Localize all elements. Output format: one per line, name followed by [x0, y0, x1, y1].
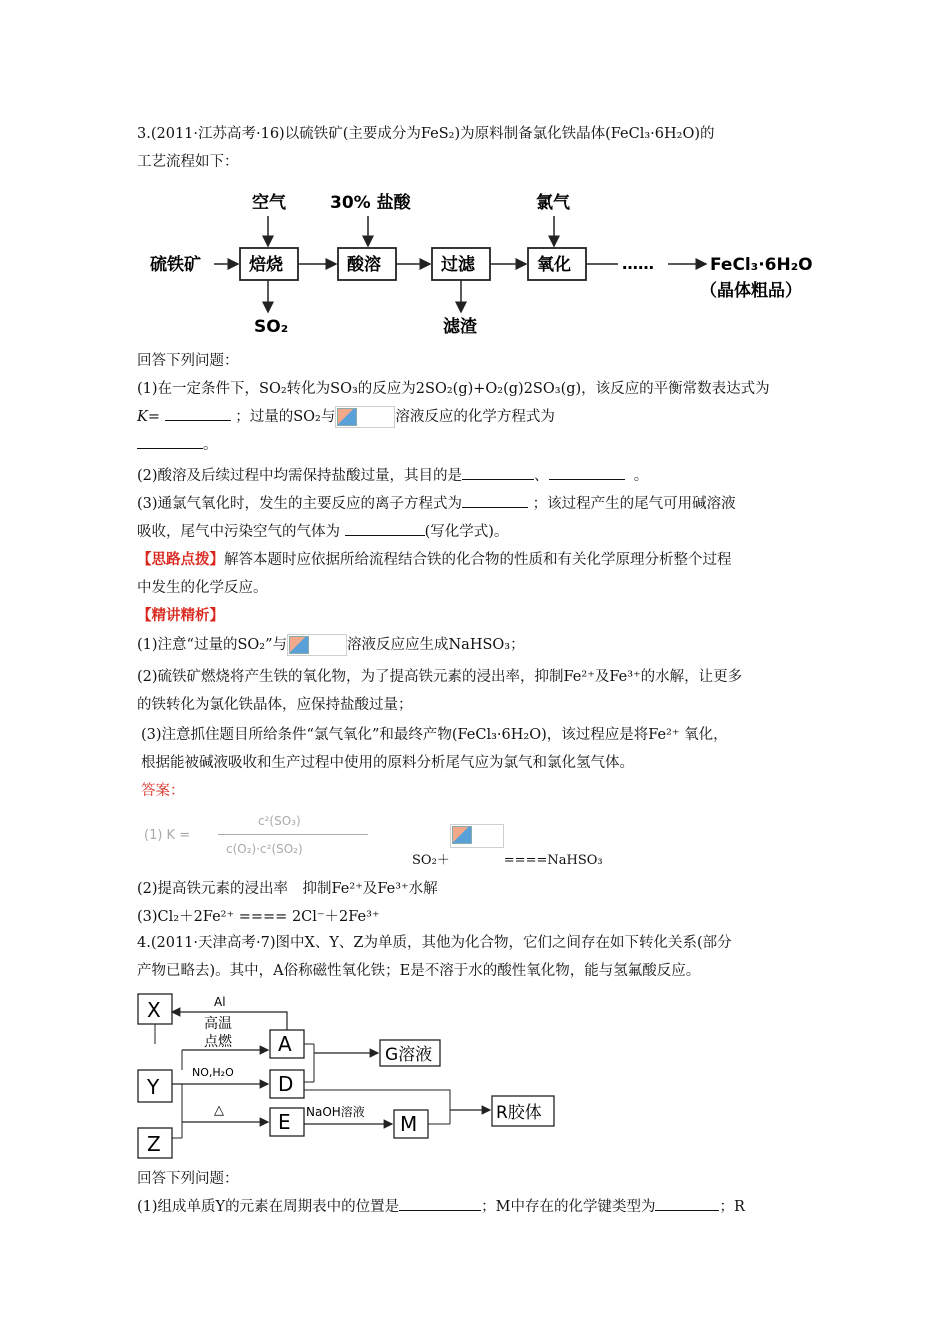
- analysis-tag: 【精讲精析】: [137, 607, 224, 624]
- q3-part3-text-a: (3)通氯气氧化时，发生的主要反应的离子方程式为: [137, 496, 463, 512]
- q3-part2-text: (2)酸溶及后续过程中均需保持盐酸过量，其目的是: [137, 468, 463, 484]
- q3-analysis-2-line2: 的铁转化为氯化铁晶体，应保持盐酸过量；: [137, 697, 413, 713]
- broken-image-icon: [335, 406, 395, 428]
- q3-part1-line2: [137, 406, 555, 428]
- label-G: G溶液: [385, 1045, 433, 1065]
- q4-part1: [137, 1196, 745, 1218]
- flow-box-filter-label: 过滤: [441, 255, 475, 275]
- q3-part3-text-d: (写化学式)。: [424, 524, 509, 540]
- flow-dots: ……: [622, 254, 654, 273]
- q3-part1-line1: (1)在一定条件下，SO₂转化为SO₃的反应为2SO₂(g)+O₂(g)2SO₃(g)，该反应的平衡常数表达式为: [137, 381, 770, 397]
- hint-tag: 【思路点拨】: [137, 551, 224, 568]
- flow-box-oxidize-label: 氧化: [537, 255, 571, 275]
- analysis1-text-a: (1)注意“过量的SO₂”与: [137, 637, 287, 653]
- q3-part2-end: 。: [633, 468, 649, 484]
- heat-icon: △: [214, 1103, 224, 1118]
- broken-image-icon: [450, 824, 504, 848]
- q4-intro-line2: 产物已略去)。其中，A俗称磁性氧化铁；E是不溶于水的酸性氧化物，能与氢氟酸反应。: [137, 963, 701, 979]
- q3-hint-line2: 中发生的化学反应。: [137, 580, 268, 596]
- q4-conversion-diagram: [130, 988, 570, 1163]
- q3-answer-prompt: 回答下列问题：: [137, 353, 239, 369]
- answer1-lhs: (1) K =: [144, 828, 191, 843]
- label-X: X: [147, 998, 161, 1022]
- q3-part1-mid: ；过量的SO₂与: [235, 409, 336, 425]
- label-Y: Y: [147, 1075, 160, 1099]
- q3-equation-blank[interactable]: [137, 434, 203, 449]
- q4-answer-prompt: 回答下列问题：: [137, 1171, 239, 1187]
- answer-tag: 答案：: [141, 783, 185, 799]
- q3-part1-end: 溶液反应的化学方程式为: [395, 409, 555, 425]
- q3-part1-line3: [137, 434, 218, 456]
- answer2: (2)提高铁元素的浸出率 抑制Fe²⁺及Fe³⁺水解: [137, 881, 438, 897]
- q3-part3-blank1[interactable]: [462, 493, 528, 508]
- q3-k-blank[interactable]: [165, 406, 231, 421]
- q3-part1-period: 。: [203, 437, 218, 453]
- q3-part2-blank2[interactable]: [549, 465, 625, 480]
- flow-so2-label: SO₂: [254, 317, 289, 337]
- q3-part3-blank2[interactable]: [345, 521, 425, 536]
- q3-part2-sep: 、: [534, 468, 549, 484]
- analysis1-text-b: 溶液反应应生成NaHSO₃；: [347, 637, 525, 653]
- q3-intro-line2: 工艺流程如下：: [137, 154, 239, 170]
- q4-part1-text-c: ；R: [719, 1199, 745, 1215]
- label-R: R胶体: [496, 1103, 542, 1123]
- flow-hcl-label: 30% 盐酸: [330, 193, 411, 213]
- label-ignite: 点燃: [204, 1034, 232, 1050]
- q4-part1-blank2[interactable]: [655, 1196, 719, 1211]
- q3-k-label: K=: [137, 409, 160, 425]
- label-E: E: [278, 1110, 291, 1134]
- q3-process-flow-diagram: [140, 180, 840, 345]
- answer1-denominator: c(O₂)·c²(SO₂): [226, 842, 303, 856]
- q4-part1-blank1[interactable]: [399, 1196, 481, 1211]
- q3-part3-text-c: 吸收，尾气中污染空气的气体为: [137, 524, 340, 540]
- q4-part1-text-b: ；M中存在的化学键类型为: [481, 1199, 656, 1215]
- answer3: (3)Cl₂＋2Fe²⁺ ==== 2Cl⁻＋2Fe³⁺: [137, 909, 380, 925]
- flow-raw-label: 硫铁矿: [150, 255, 201, 275]
- answer1-numerator: c²(SO₃): [258, 814, 301, 828]
- q3-hint-line1: [137, 549, 732, 571]
- q3-analysis-3-line2: 根据能被碱液吸收和生产过程中使用的原料分析尾气应为氯气和氯化氢气体。: [141, 755, 634, 771]
- q3-analysis-2-line1: (2)硫铁矿燃烧将产生铁的氧化物，为了提高铁元素的浸出率，抑制Fe²⁺及Fe³⁺的水解，让更多: [137, 669, 743, 685]
- label-al: Al: [214, 995, 226, 1009]
- q3-part2-blank1[interactable]: [462, 465, 534, 480]
- q3-intro-line1: 3.(2011·江苏高考·16)以硫铁矿(主要成分为FeS₂)为原料制备氯化铁晶体(FeCl₃·6H₂O)的: [137, 126, 715, 142]
- answer1-eq-b: ====NaHSO₃: [503, 852, 603, 868]
- broken-image-icon: [287, 634, 347, 656]
- q3-analysis-3-line1: (3)注意抓住题目所给条件“氯气氧化”和最终产物(FeCl₃·6H₂O)，该过程应是将Fe²⁺ 氧化，: [141, 727, 728, 743]
- q3-part3-line1: [137, 493, 736, 515]
- flow-box-acid-label: 酸溶: [347, 255, 381, 275]
- q3-analysis-1: [137, 634, 525, 656]
- label-naoh: NaOH溶液: [306, 1105, 365, 1119]
- q3-part3-line2: [137, 521, 508, 543]
- label-D: D: [278, 1072, 294, 1096]
- hint-text1: 解答本题时应依据所给流程结合铁的化合物的性质和有关化学原理分析整个过程: [224, 552, 732, 568]
- answer1-formula: [140, 812, 380, 862]
- flow-product-label: FeCl₃·6H₂O: [710, 255, 813, 275]
- q4-part1-text-a: (1)组成单质Y的元素在周期表中的位置是: [137, 1199, 400, 1215]
- answer1-equation: [412, 824, 603, 868]
- q3-part3-text-b: ；该过程产生的尾气可用碱溶液: [532, 496, 736, 512]
- answer1-fraction-bar: [218, 834, 368, 835]
- q3-part2: [137, 465, 648, 487]
- label-no-h2o: NO,H₂O: [192, 1066, 234, 1079]
- label-A: A: [278, 1032, 292, 1056]
- q4-intro-line1: 4.(2011·天津高考·7)图中X、Y、Z为单质，其他为化合物，它们之间存在如下转化关系(部分: [137, 935, 732, 951]
- flow-box-roast-label: 焙烧: [249, 255, 283, 275]
- flow-residue-label: 滤渣: [443, 317, 477, 337]
- answer1-eq-a: SO₂＋: [412, 852, 450, 868]
- flow-chlorine-label: 氯气: [536, 193, 570, 213]
- label-M: M: [400, 1112, 418, 1136]
- label-Z: Z: [147, 1132, 161, 1156]
- label-high-temp: 高温: [204, 1016, 232, 1032]
- flow-air-label: 空气: [252, 193, 286, 213]
- flow-product-note: （晶体粗品）: [700, 281, 802, 301]
